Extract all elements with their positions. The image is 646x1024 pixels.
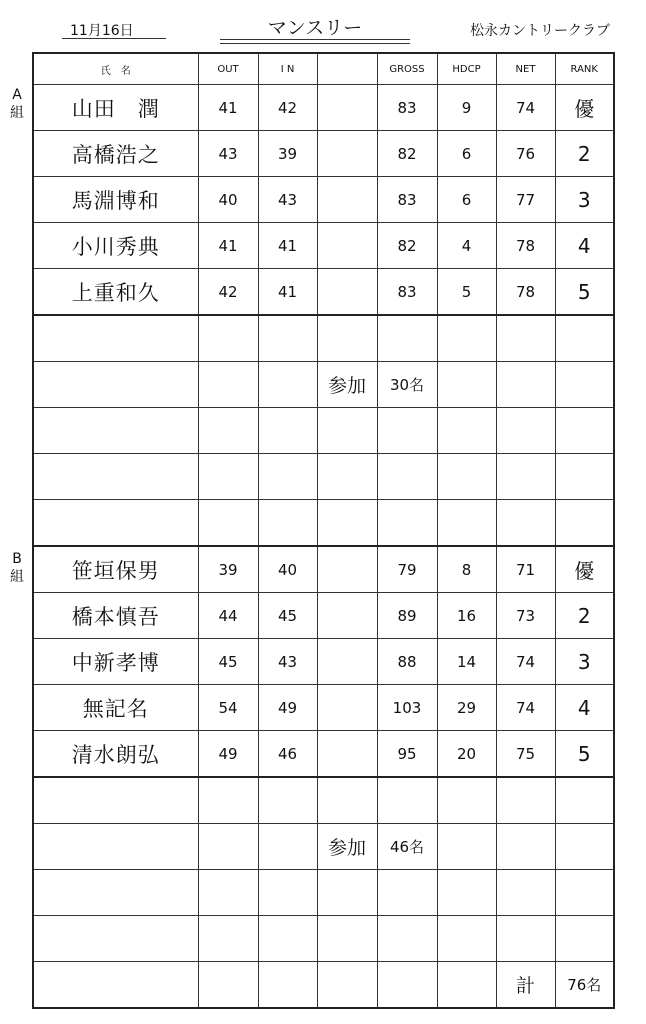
header-row [33, 53, 614, 85]
out-score: 41 [198, 223, 258, 269]
table-row [33, 177, 614, 223]
hdcp-value: 6 [437, 131, 496, 177]
in-score: 41 [258, 223, 317, 269]
hdcp-value: 16 [437, 593, 496, 639]
table-row [33, 731, 614, 778]
col-header-rank: RANK [555, 53, 614, 85]
in-score: 39 [258, 131, 317, 177]
net-score: 78 [496, 269, 555, 316]
out-score: 54 [198, 685, 258, 731]
player-name: 高橋浩之 [33, 131, 198, 177]
gross-score: 95 [377, 731, 437, 778]
gross-score: 83 [377, 177, 437, 223]
rank-value: 3 [555, 639, 614, 685]
page-title: マンスリー [267, 17, 363, 39]
table-row [33, 223, 614, 269]
out-score: 49 [198, 731, 258, 778]
total-row [33, 962, 614, 1009]
hdcp-value: 14 [437, 639, 496, 685]
blank-cell [317, 223, 377, 269]
club-name: 松永カントリークラブ [470, 23, 610, 39]
participants-row-a [33, 362, 614, 408]
col-header-out: OUT [198, 53, 258, 85]
empty-row [33, 777, 614, 824]
in-score: 43 [258, 639, 317, 685]
net-score: 76 [496, 131, 555, 177]
blank-cell [317, 177, 377, 223]
title-double-underline [220, 39, 410, 44]
in-score: 40 [258, 546, 317, 593]
hdcp-value: 9 [437, 85, 496, 131]
gross-score: 82 [377, 131, 437, 177]
table-row [33, 269, 614, 316]
gross-score: 89 [377, 593, 437, 639]
blank-cell [317, 685, 377, 731]
empty-row [33, 454, 614, 500]
hdcp-value: 20 [437, 731, 496, 778]
net-score: 74 [496, 639, 555, 685]
in-score: 42 [258, 85, 317, 131]
out-score: 41 [198, 85, 258, 131]
gross-score: 79 [377, 546, 437, 593]
net-score: 77 [496, 177, 555, 223]
participants-count: 46名 [377, 824, 437, 870]
player-name: 橋本慎吾 [33, 593, 198, 639]
player-name: 山田 潤 [33, 85, 198, 131]
net-score: 75 [496, 731, 555, 778]
player-name: 清水朗弘 [33, 731, 198, 778]
col-header-gross: GROSS [377, 53, 437, 85]
in-score: 41 [258, 269, 317, 316]
gross-score: 83 [377, 269, 437, 316]
hdcp-value: 4 [437, 223, 496, 269]
in-score: 49 [258, 685, 317, 731]
rank-value: 2 [555, 593, 614, 639]
table-row [33, 546, 614, 593]
empty-row [33, 500, 614, 547]
empty-row [33, 870, 614, 916]
gross-score: 83 [377, 85, 437, 131]
rank-value: 3 [555, 177, 614, 223]
in-score: 43 [258, 177, 317, 223]
rank-value: 4 [555, 223, 614, 269]
hdcp-value: 29 [437, 685, 496, 731]
out-score: 42 [198, 269, 258, 316]
net-score: 78 [496, 223, 555, 269]
hdcp-value: 5 [437, 269, 496, 316]
date-underline [62, 38, 166, 39]
gross-score: 88 [377, 639, 437, 685]
rank-value: 優 [555, 546, 614, 593]
col-header-name: 氏 名 [33, 53, 198, 85]
empty-row [33, 916, 614, 962]
player-name: 笹垣保男 [33, 546, 198, 593]
blank-cell [317, 546, 377, 593]
rank-value: 4 [555, 685, 614, 731]
in-score: 46 [258, 731, 317, 778]
table-row [33, 131, 614, 177]
player-name: 小川秀典 [33, 223, 198, 269]
group-a-kanji: 組 [10, 105, 24, 121]
table-row [33, 685, 614, 731]
blank-cell [317, 639, 377, 685]
player-name: 上重和久 [33, 269, 198, 316]
player-name: 馬淵博和 [33, 177, 198, 223]
blank-cell [317, 85, 377, 131]
rank-value: 5 [555, 731, 614, 778]
blank-cell [317, 731, 377, 778]
participants-row-b [33, 824, 614, 870]
table-row [33, 593, 614, 639]
out-score: 43 [198, 131, 258, 177]
event-date: 11月16日 [70, 23, 134, 39]
participants-count: 30名 [377, 362, 437, 408]
empty-row [33, 408, 614, 454]
col-header-in: I N [258, 53, 317, 85]
group-a-letter: A [12, 87, 22, 103]
col-header-blank [317, 53, 377, 85]
group-b-letter: B [12, 551, 22, 567]
col-header-hdcp: HDCP [437, 53, 496, 85]
col-header-net: NET [496, 53, 555, 85]
player-name: 中新孝博 [33, 639, 198, 685]
net-score: 73 [496, 593, 555, 639]
group-b-label [6, 550, 28, 586]
rank-value: 優 [555, 85, 614, 131]
net-score: 74 [496, 85, 555, 131]
gross-score: 103 [377, 685, 437, 731]
group-a-label [6, 86, 28, 122]
table-row [33, 85, 614, 131]
out-score: 45 [198, 639, 258, 685]
total-label: 計 [496, 962, 555, 1009]
out-score: 40 [198, 177, 258, 223]
player-name: 無記名 [33, 685, 198, 731]
net-score: 74 [496, 685, 555, 731]
group-b-kanji: 組 [10, 569, 24, 585]
blank-cell [317, 131, 377, 177]
participants-label: 参加 [317, 362, 377, 408]
hdcp-value: 6 [437, 177, 496, 223]
in-score: 45 [258, 593, 317, 639]
out-score: 44 [198, 593, 258, 639]
blank-cell [317, 269, 377, 316]
empty-row [33, 315, 614, 362]
blank-cell [317, 593, 377, 639]
out-score: 39 [198, 546, 258, 593]
participants-label: 参加 [317, 824, 377, 870]
score-table [32, 52, 615, 1009]
gross-score: 82 [377, 223, 437, 269]
total-count: 76名 [555, 962, 614, 1009]
net-score: 71 [496, 546, 555, 593]
rank-value: 5 [555, 269, 614, 316]
rank-value: 2 [555, 131, 614, 177]
hdcp-value: 8 [437, 546, 496, 593]
table-row [33, 639, 614, 685]
